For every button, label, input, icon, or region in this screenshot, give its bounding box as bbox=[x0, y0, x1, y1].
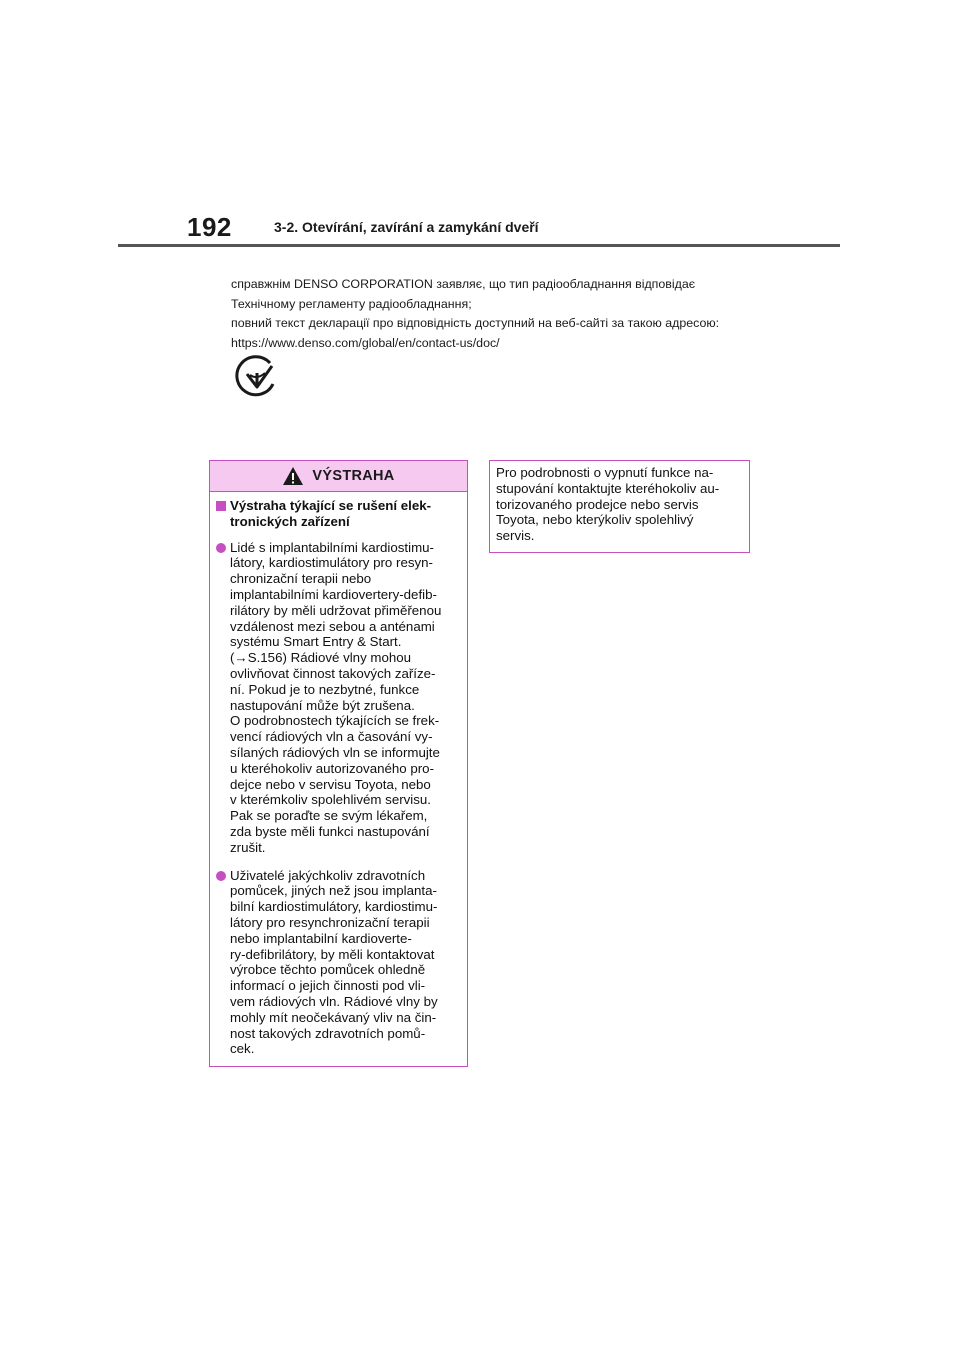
warning-item-text: Uživatelé jakýchkoliv zdravotních pomůcek, jiných než jsou implanta- bilní kardiostimulátory, kardiostimu- látory pro resynchronizační terapii nebo implantabilní kardioverte- ry-defibrilátory, by měli kontaktovat výrobce těchto pomůcek ohledně informací o jejich činnosti pod vli- vem rádiových vln. Rádiové vlny by mohly mít neočekávaný vliv na čin- nost takových zdravotních pomů- cek. bbox=[230, 867, 438, 1057]
dot-bullet-icon bbox=[216, 871, 226, 881]
warning-title: VÝSTRAHA bbox=[312, 468, 395, 484]
dot-bullet-icon bbox=[216, 543, 226, 553]
header-divider bbox=[118, 244, 840, 247]
warning-item-text: Lidé s implantabilními kardiostimu- látory, kardiostimulátory pro resyn- chronizační terapii nebo implantabilními kardiovertery-defib- rilátory by měli udržovat přiměřenou vzdálenost mezi sebou a anténami systému Smart Entry & Start. (→S.156) Rádiové vlny mohou ovlivňovat činnost takových zaříze- ní. Pokud je to nezbytné, funkce nastupování může být zrušena. O podrobnostech týkajících se frek- vencí rádiových vln a časování vy- sílaných rádiových vln se informujte u kteréhokoliv autorizovaného pro- dejce nebo v servisu Toyota, nebo v kterémkoliv spolehlivém servisu. Pak se poraďte se svým lékařem, zda byste měli funkci nastupování zrušit. bbox=[230, 539, 442, 855]
warning-item bbox=[216, 868, 459, 1058]
square-bullet-icon bbox=[216, 501, 226, 511]
info-box: Pro podrobnosti o vypnutí funkce na- stupování kontaktujte kteréhokoliv au- torizovaného prodejce nebo servis Toyota, nebo kterýkoliv spolehlivý servis. bbox=[489, 460, 750, 553]
declaration-line: справжнім DENSO CORPORATION заявляє, що тип радіообладнання відповідає bbox=[231, 277, 696, 291]
warning-box bbox=[209, 460, 468, 1067]
declaration-url: https://www.denso.com/global/en/contact-us/doc/ bbox=[231, 335, 500, 350]
warning-item bbox=[216, 540, 459, 856]
declaration-line: Технічному регламенту радіообладнання; bbox=[231, 296, 472, 311]
page-number: 192 bbox=[187, 212, 232, 242]
declaration-line: повний текст декларації про відповідність доступний на веб-сайті за такою адресою: bbox=[231, 316, 720, 331]
warning-subheading bbox=[216, 498, 459, 530]
ukrainian-declaration bbox=[231, 275, 791, 353]
warning-body bbox=[210, 492, 467, 1057]
warning-triangle-icon bbox=[282, 466, 304, 486]
warning-subheading-text: Výstraha týkající se rušení elek- tronických zařízení bbox=[230, 498, 432, 529]
ukrainian-conformity-mark-icon bbox=[232, 354, 280, 400]
warning-header bbox=[210, 461, 467, 492]
section-title: 3-2. Otevírání, zavírání a zamykání dveří bbox=[274, 219, 539, 235]
